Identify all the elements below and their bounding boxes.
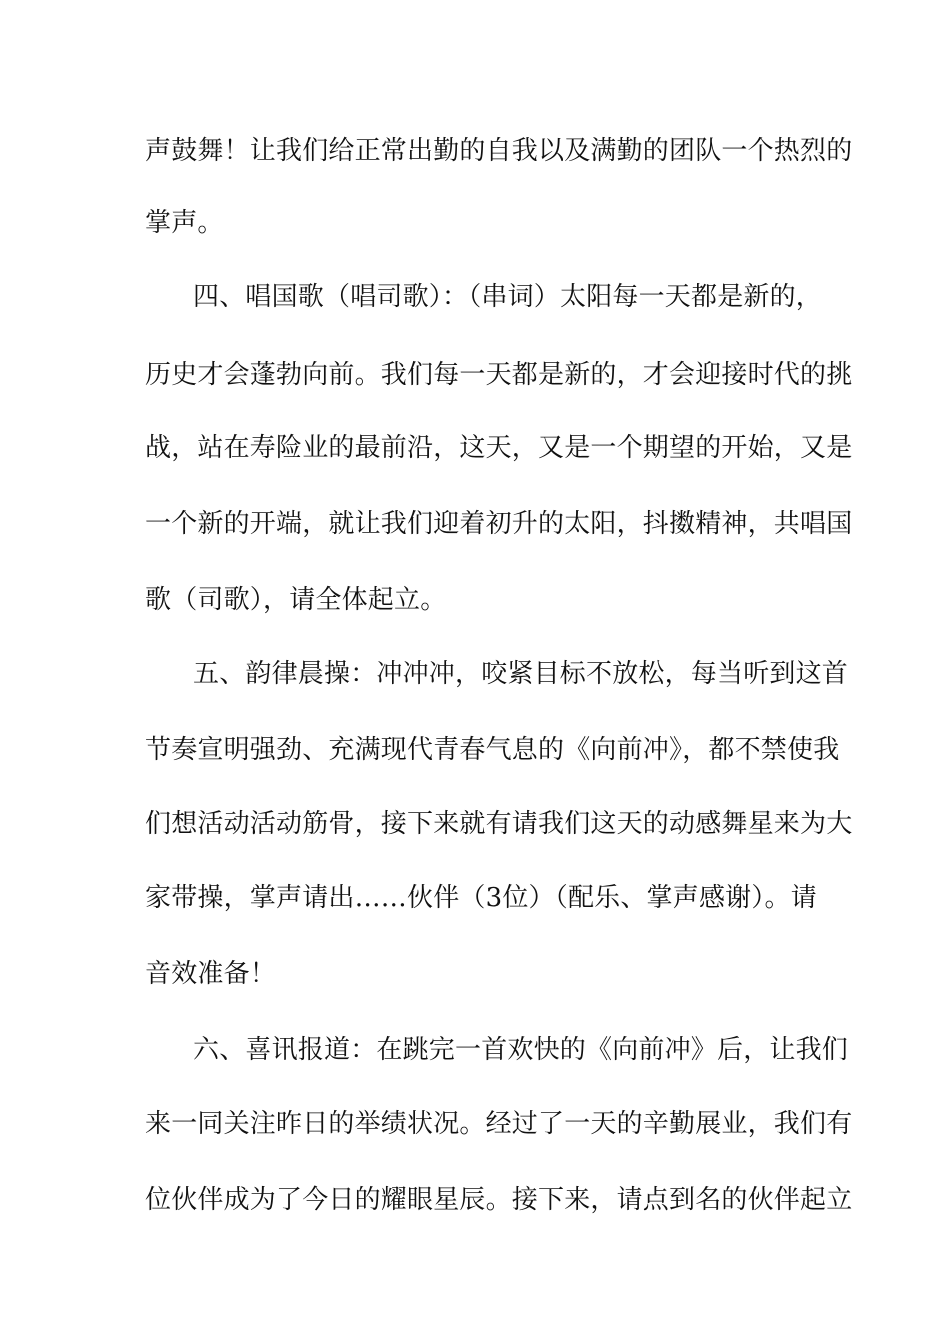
section-four-line-3: 战，站在寿险业的最前沿，这天，又是一个期望的开始，又是 [145,433,853,463]
section-six-line-2: 来一同关注昨日的举绩状况。经过了一天的辛勤展业，我们有 [145,1109,853,1139]
section-four-line-2: 历史才会蓬勃向前。我们每一天都是新的，才会迎接时代的挑 [145,360,853,390]
text-line-1: 声鼓舞！让我们给正常出勤的自我以及满勤的团队一个热烈的 [145,136,853,166]
section-six-line-1: 六、喜讯报道：在跳完一首欢快的《向前冲》后，让我们 [193,1035,849,1065]
section-four-line-5: 歌（司歌），请全体起立。 [145,585,447,615]
section-five-line-4: 家带操，掌声请出……伙伴（3位）（配乐、掌声感谢）。请 [145,883,817,913]
section-five-line-5: 音效准备！ [145,959,277,989]
section-five-line-3: 们想活动活动筋骨，接下来就有请我们这天的动感舞星来为大 [145,809,853,839]
section-four-line-4: 一个新的开端，就让我们迎着初升的太阳，抖擞精神，共唱国 [145,509,853,539]
text-line-2: 掌声。 [145,208,224,238]
section-four-line-1: 四、唱国歌（唱司歌）：（串词）太阳每一天都是新的， [193,282,823,312]
section-five-line-2: 节奏宣明强劲、充满现代青春气息的《向前冲》，都不禁使我 [145,735,840,765]
section-five-line-1: 五、韵律晨操：冲冲冲，咬紧目标不放松，每当听到这首 [193,659,849,689]
section-six-line-3: 位伙伴成为了今日的耀眼星辰。接下来，请点到名的伙伴起立 [145,1185,853,1215]
